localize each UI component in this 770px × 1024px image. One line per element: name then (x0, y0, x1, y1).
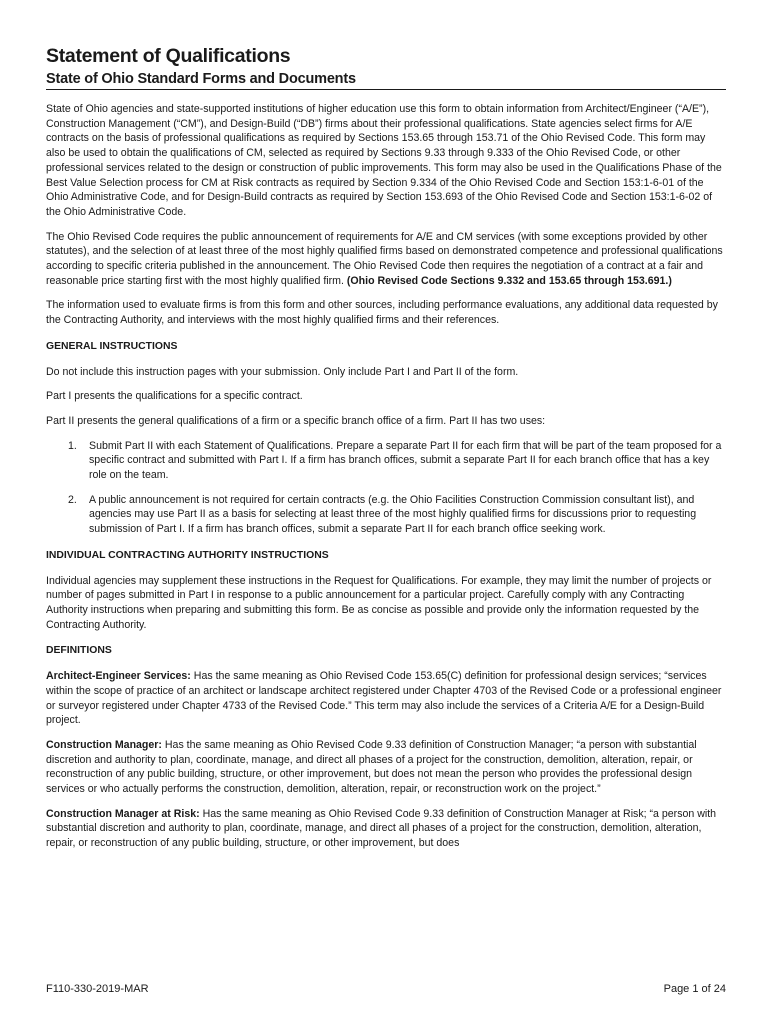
list-item (46, 439, 726, 483)
intro-paragraph-2 (46, 230, 726, 289)
definitions-heading: DEFINITIONS (46, 645, 112, 657)
document-page (46, 44, 726, 851)
page-number: Page 1 of 24 (663, 983, 726, 995)
general-paragraph-2: Part I presents the qualifications for a specific contract. (46, 390, 303, 403)
document-title: Statement of Qualifications (46, 45, 291, 67)
list-item-text: A public announcement is not required for certain contracts (e.g. the Ohio Facilities Construction Commission consultant list), and agencies may use Part II as a basis for selecting at least three of the most highly qualified firms for discussions prior to requesting submission of Part I. If a firm has branch offices, submit a separate Part II for each branch office seeking work. (89, 493, 697, 536)
definition-cm-at-risk (46, 807, 726, 851)
general-instructions-heading: GENERAL INSTRUCTIONS (46, 340, 178, 352)
definition-text: Has the same meaning as Ohio Revised Code 153.65(C) definition for professional design services; “services within the scope of practice of an architect or landscape architect registered under Chapter 4703 of the Revised Code or a professional engineer or surveyor registered under Chapter 4733 of the Revised Code.” This term may also include the services of a Criteria A/E for a Design-Build project. (46, 670, 722, 727)
general-paragraph-1: Do not include this instruction pages with your submission. Only include Part I and Part II of the form. (46, 365, 519, 378)
intro-paragraph-1: State of Ohio agencies and state-supported institutions of higher education use this form to obtain information from Architect/Engineer (“A/E”), Construction Management (“CM”), and Design-Build (“DB”) firms about their professional qualifications. State agencies select firms for A/E contracts on the basis of professional qualifications as required by Sections 153.65 through 153.71 of the Ohio Revised Code. This form may also be used to obtain the qualifications of CM, selected as required by Sections 9.33 through 9.333 of the Ohio Revised Code, or other professional services related to the design or construction of public improvements. This form may also be used in the Qualifications Phase of the Best Value Selection process for CM at Risk contracts as required by Section 9.334 of the Ohio Revised Code and Section 153:1-6-01 of the Ohio Administrative Code, and for Design-Build contracts as required by Section 153.693 of the Ohio Revised Code and Section 153:1-6-02 of the Ohio Administrative Code. (46, 103, 722, 218)
definition-term: Architect-Engineer Services: (46, 670, 191, 683)
list-item-number: 1. (68, 439, 77, 452)
contracting-authority-heading: INDIVIDUAL CONTRACTING AUTHORITY INSTRUCTIONS (46, 549, 329, 561)
list-item (46, 493, 726, 537)
document-subtitle: State of Ohio Standard Forms and Documents (46, 71, 726, 90)
definition-term: Construction Manager: (46, 738, 162, 751)
statute-reference: (Ohio Revised Code Sections 9.332 and 153.65 through 153.691.) (346, 274, 672, 287)
definition-construction-manager (46, 738, 726, 797)
intro-paragraph-3: The information used to evaluate firms is from this form and other sources, including performance evaluations, any additional data requested by the Contracting Authority, and interviews with the most highly qualified firms and their references. (46, 299, 718, 327)
definition-text: Has the same meaning as Ohio Revised Code 9.33 definition of Construction Manager at Risk; “a person with substantial discretion and authority to plan, coordinate, manage, and direct all phases of a project for the construction, demolition, alteration, repair, or reconstruction of any public building, structure, or other improvement, but does (46, 807, 717, 850)
list-item-text: Submit Part II with each Statement of Qualifications. Prepare a separate Part II for each firm that will be part of the team proposed for a specific contract and submitted with Part I. If a firm has branch offices, submit a separate Part II for each branch office that has a key role on the team. (89, 439, 722, 482)
general-paragraph-3: Part II presents the general qualifications of a firm or a specific branch office of a firm. Part II has two uses: (46, 414, 546, 427)
definition-text: Has the same meaning as Ohio Revised Code 9.33 definition of Construction Manager; “a person with substantial discretion and authority to plan, coordinate, manage, and direct all phases of a project for the construction, demolition, alteration, repair, or reconstruction of any public building, structure, or other improvement, but does not mean the person who provides the professional design services or who actually performs the construction, demolition, alteration, repair, or reconstruction work on the project.” (46, 738, 697, 796)
definition-term: Construction Manager at Risk: (46, 807, 200, 820)
list-item-number: 2. (68, 493, 77, 506)
contracting-authority-paragraph: Individual agencies may supplement these instructions in the Request for Qualifications. For example, they may limit the number of projects or number of pages submitted in Part I in response to a public announcement for a particular project. Carefully comply with any Contracting Authority instructions when preparing and submitting this form. Be as concise as possible and provide only the information requested by the Contracting Authority. (46, 574, 712, 631)
intro-paragraph-2-text: The Ohio Revised Code requires the public announcement of requirements for A/E and CM services (with some exceptions provided by other statutes), and the selection of at least three of the most highly qualified firms based on demonstrated competence and professional qualifications according to specific criteria published in the announcement. The Ohio Revised Code then requires the negotiation of a contract at a fair and reasonable price starting first with the most highly qualified firm. (46, 230, 723, 287)
form-id: F110-330-2019-MAR (46, 983, 149, 995)
page-footer (46, 983, 726, 995)
definition-architect-engineer (46, 669, 726, 728)
